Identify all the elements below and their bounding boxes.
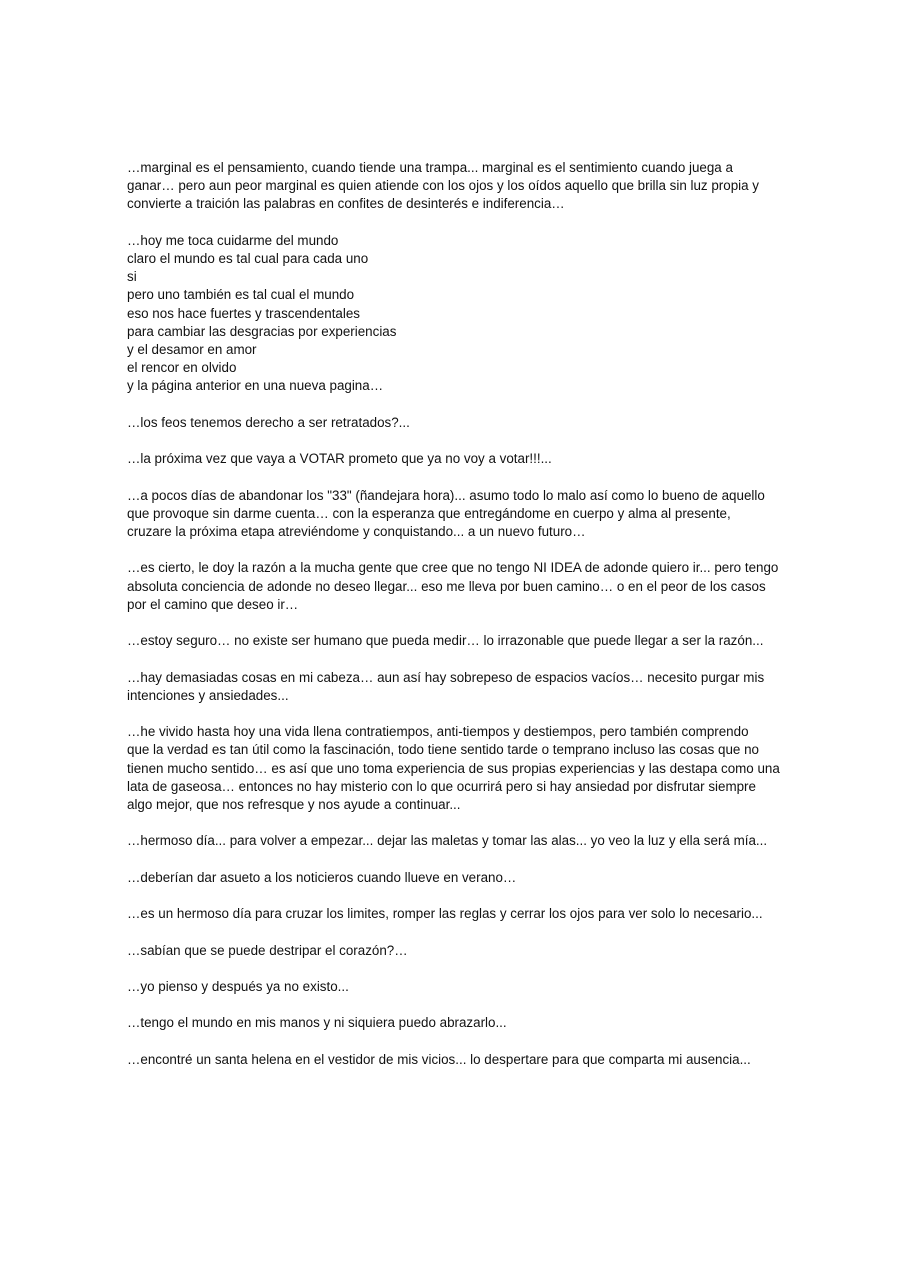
text-line: que provoque sin darme cuenta… con la esperanza que entregándome en cuerpo y alma al presente, xyxy=(127,505,731,521)
paragraph-cabeza xyxy=(127,669,787,705)
document-body xyxy=(127,159,787,1087)
text-line: …he vivido hasta hoy una vida llena contratiempos, anti-tiempos y destiempos, pero también comprendo xyxy=(127,724,749,740)
paragraph-feos xyxy=(127,414,787,432)
text-line: …sabían que se puede destripar el corazón?… xyxy=(127,942,408,958)
text-line: cruzare la próxima etapa atreviéndome y conquistando... a un nuevo futuro… xyxy=(127,524,586,539)
paragraph-limites xyxy=(127,905,787,923)
text-line: algo mejor, que nos refresque y nos ayude a continuar... xyxy=(127,796,461,812)
text-line: …yo pienso y después ya no existo... xyxy=(127,978,349,994)
text-line: por el camino que deseo ir… xyxy=(127,596,299,612)
poem-line: pero uno también es tal cual el mundo xyxy=(127,287,355,303)
paragraph-noticieros xyxy=(127,869,787,887)
text-line: …a pocos días de abandonar los "33" (ñandejara hora)... asumo todo lo malo así como lo bueno de aquello xyxy=(127,487,765,503)
text-line: absoluta conciencia de adonde no deseo llegar... eso me lleva por buen camino… o en el peor de los casos xyxy=(127,578,766,594)
paragraph-corazon xyxy=(127,942,787,960)
paragraph-pienso xyxy=(127,978,787,996)
poem-line: si xyxy=(127,269,137,285)
poem-line: claro el mundo es tal cual para cada uno xyxy=(127,251,369,266)
text-line: intenciones y ansiedades... xyxy=(127,687,289,703)
paragraph-marginal xyxy=(127,159,787,214)
text-line: …deberían dar asueto a los noticieros cuando llueve en verano… xyxy=(127,869,517,885)
paragraph-ni-idea xyxy=(127,559,787,614)
paragraph-santa-helena xyxy=(127,1051,787,1069)
poem-line: para cambiar las desgracias por experiencias xyxy=(127,323,397,339)
text-line: lata de gaseosa… entonces no hay misterio con lo que ocurrirá pero si hay ansiedad por disfrutar siempre xyxy=(127,778,756,794)
paragraph-33 xyxy=(127,487,787,542)
poem-line: y la página anterior en una nueva pagina… xyxy=(127,378,384,394)
poem-line: …hoy me toca cuidarme del mundo xyxy=(127,232,339,248)
paragraph-votar xyxy=(127,450,787,468)
paragraph-he-vivido xyxy=(127,723,787,814)
text-line: …tengo el mundo en mis manos y ni siquiera puedo abrazarlo... xyxy=(127,1015,507,1031)
text-line: …los feos tenemos derecho a ser retratados?... xyxy=(127,414,410,430)
text-line: …hay demasiadas cosas en mi cabeza… aun así hay sobrepeso de espacios vacíos… necesito purgar mis xyxy=(127,669,765,685)
text-line: …es cierto, le doy la razón a la mucha gente que cree que no tengo NI IDEA de adonde quiero ir... pero tengo xyxy=(127,560,779,576)
text-line: …es un hermoso día para cruzar los limites, romper las reglas y cerrar los ojos para ver solo lo necesario... xyxy=(127,906,763,922)
poem-line: eso nos hace fuertes y trascendentales xyxy=(127,305,360,321)
paragraph-hermoso-dia xyxy=(127,832,787,850)
poem-line: y el desamor en amor xyxy=(127,342,257,358)
text-line: …marginal es el pensamiento, cuando tiende una trampa... marginal es el sentimiento cuando juega a xyxy=(127,160,733,175)
text-line: …hermoso día... para volver a empezar... dejar las maletas y tomar las alas... yo veo la luz y ella será mía... xyxy=(127,833,768,849)
text-line: que la verdad es tan útil como la fascinación, todo tiene sentido tarde o temprano incluso las cosas que no xyxy=(127,742,759,758)
text-line: …encontré un santa helena en el vestidor de mis vicios... lo despertare para que comparta mi ausencia... xyxy=(127,1051,751,1067)
text-line: tienen mucho sentido… es así que uno toma experiencia de sus propias experiencias y las destapa como una xyxy=(127,760,780,776)
text-line: convierte a traición las palabras en confites de desinterés e indiferencia… xyxy=(127,196,565,212)
text-line: ganar… pero aun peor marginal es quien atiende con los ojos y los oídos aquello que brilla sin luz propia y xyxy=(127,178,759,194)
paragraph-estoy-seguro xyxy=(127,632,787,650)
text-line: …estoy seguro… no existe ser humano que pueda medir… lo irrazonable que puede llegar a ser la razón... xyxy=(127,633,764,649)
paragraph-mundo-manos xyxy=(127,1014,787,1032)
text-line: …la próxima vez que vaya a VOTAR prometo que ya no voy a votar!!!... xyxy=(127,451,552,467)
poem-cuidarme-del-mundo xyxy=(127,232,787,396)
poem-line: el rencor en olvido xyxy=(127,360,237,376)
